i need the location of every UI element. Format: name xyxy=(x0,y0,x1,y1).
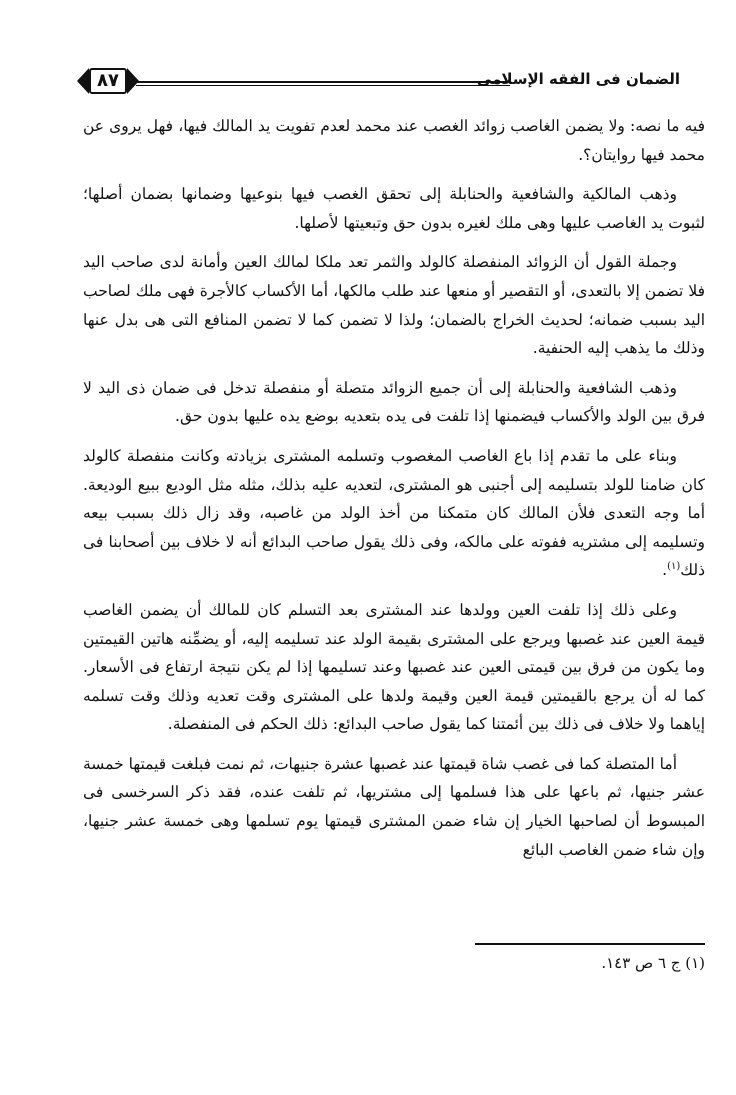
sentence-end: . xyxy=(662,561,668,580)
footnote: (١) ج ٦ ص ١٤٣. xyxy=(601,954,705,972)
paragraph-text: وبناء على ما تقدم إذا باع الغاصب المغصوب وتسلمه المشترى بزيادته وكانت منفصلة كالولد كان ضامنا للولد بتسليمه إلى أجنبى هو المشترى، لتعديه عليه بذلك، مثله مثل الوديع ببيع الوديعة. أما وجه التعدى فلأن المالك كان متمكنا من أخذ الولد من غاصبه، وقد زال ذلك بسبب بيعه وتسليمه إلى مشتريه ففوته على مالكه، وفى ذلك يقول صاحب البدائع أنه لا خلاف بين أصحابنا فى ذلك xyxy=(83,446,705,580)
footnote-separator xyxy=(475,943,705,945)
paragraph: وذهب الشافعية والحنابلة إلى أن جميع الزوائد متصلة أو منفصلة تدخل فى ضمان ذى اليد لا فرق بين الولد والأكساب فيضمنها إذا تلفت فى يده بتعديه بوضع يده عليها بدون حق. xyxy=(83,378,705,426)
body-text xyxy=(83,112,705,875)
paragraph: وجملة القول أن الزوائد المنفصلة كالولد والثمر تعد ملكا لمالك العين وأمانة لدى صاحب اليد فلا تضمن إلا بالتعدى، أو التقصير أو منعها عند طلب مالكها، أما الأكساب كالأجرة فهى ملك لصاحب اليد بسبب ضمانه؛ لحديث الخراج بالضمان؛ ولذا لا تضمن كما لا تضمن المنافع التى هى بدل عنها وذلك ما يذهب إليه الحنفية. xyxy=(83,253,705,358)
paragraph: وذهب المالكية والشافعية والحنابلة إلى تحقق الغصب فيها بنوعيها وضمانها بضمان أصلها؛ لثبوت يد الغاصب عليها وهى ملك لغيره بدون حق وتبعيتها لأصلها. xyxy=(83,185,705,232)
ornament-left-icon xyxy=(77,68,89,94)
ornament-right-icon xyxy=(127,68,139,94)
page-header xyxy=(68,62,680,112)
paragraph: أما المتصلة كما فى غصب شاة قيمتها عند غصبها عشرة جنيهات، ثم نمت فبلغت قيمتها خمسة عشر جنيها، ثم باعها على هذا فسلمها إلى مشتريها، ثم تلفت عنده، فقد ذكر السرخسى فى المبسوط أن لصاحبها الخيار إن شاء ضمن المشترى قيمتها يوم تسلمها وهى خمسة عشر جنيها، وإن شاء ضمن الغاصب البائع xyxy=(83,754,705,859)
page-number-ornament xyxy=(68,68,148,94)
paragraph: وعلى ذلك إذا تلفت العين وولدها عند المشترى بعد التسلم كان للمالك أن يضمن الغاصب قيمة العين عند غصبها ويرجع على المشترى بقيمة الولد عند تسليمه إليه، أو يضمِّنه هاتين القيمتين وما يكون من فرق بين قيمتى العين عند غصبها وعند تسليمها إذا لم يكن نتيجة ارتفاع فى الأسعار. كما له أن يرجع بالقيمتين قيمة العين وقيمة ولدها على المشترى وقت تعديه وذلك وقت تسلمه إياهما ولا خلاف فى ذلك بين أئمتنا كما يقول صاحب البدائع: ذلك الحكم فى المنفصلة. xyxy=(83,600,705,734)
running-title: الضمان فى الفقه الإسلامى xyxy=(476,70,680,88)
page-number: ٨٧ xyxy=(89,68,127,94)
footnote-reference: (١) xyxy=(667,561,681,573)
paragraph xyxy=(83,442,705,585)
header-rule xyxy=(136,81,510,86)
paragraph: فيه ما نصه: ولا يضمن الغاصب زوائد الغصب عند محمد لعدم تفويت يد المالك فيها، فهل يروى عن محمد فيها روايتان؟. xyxy=(83,117,705,164)
